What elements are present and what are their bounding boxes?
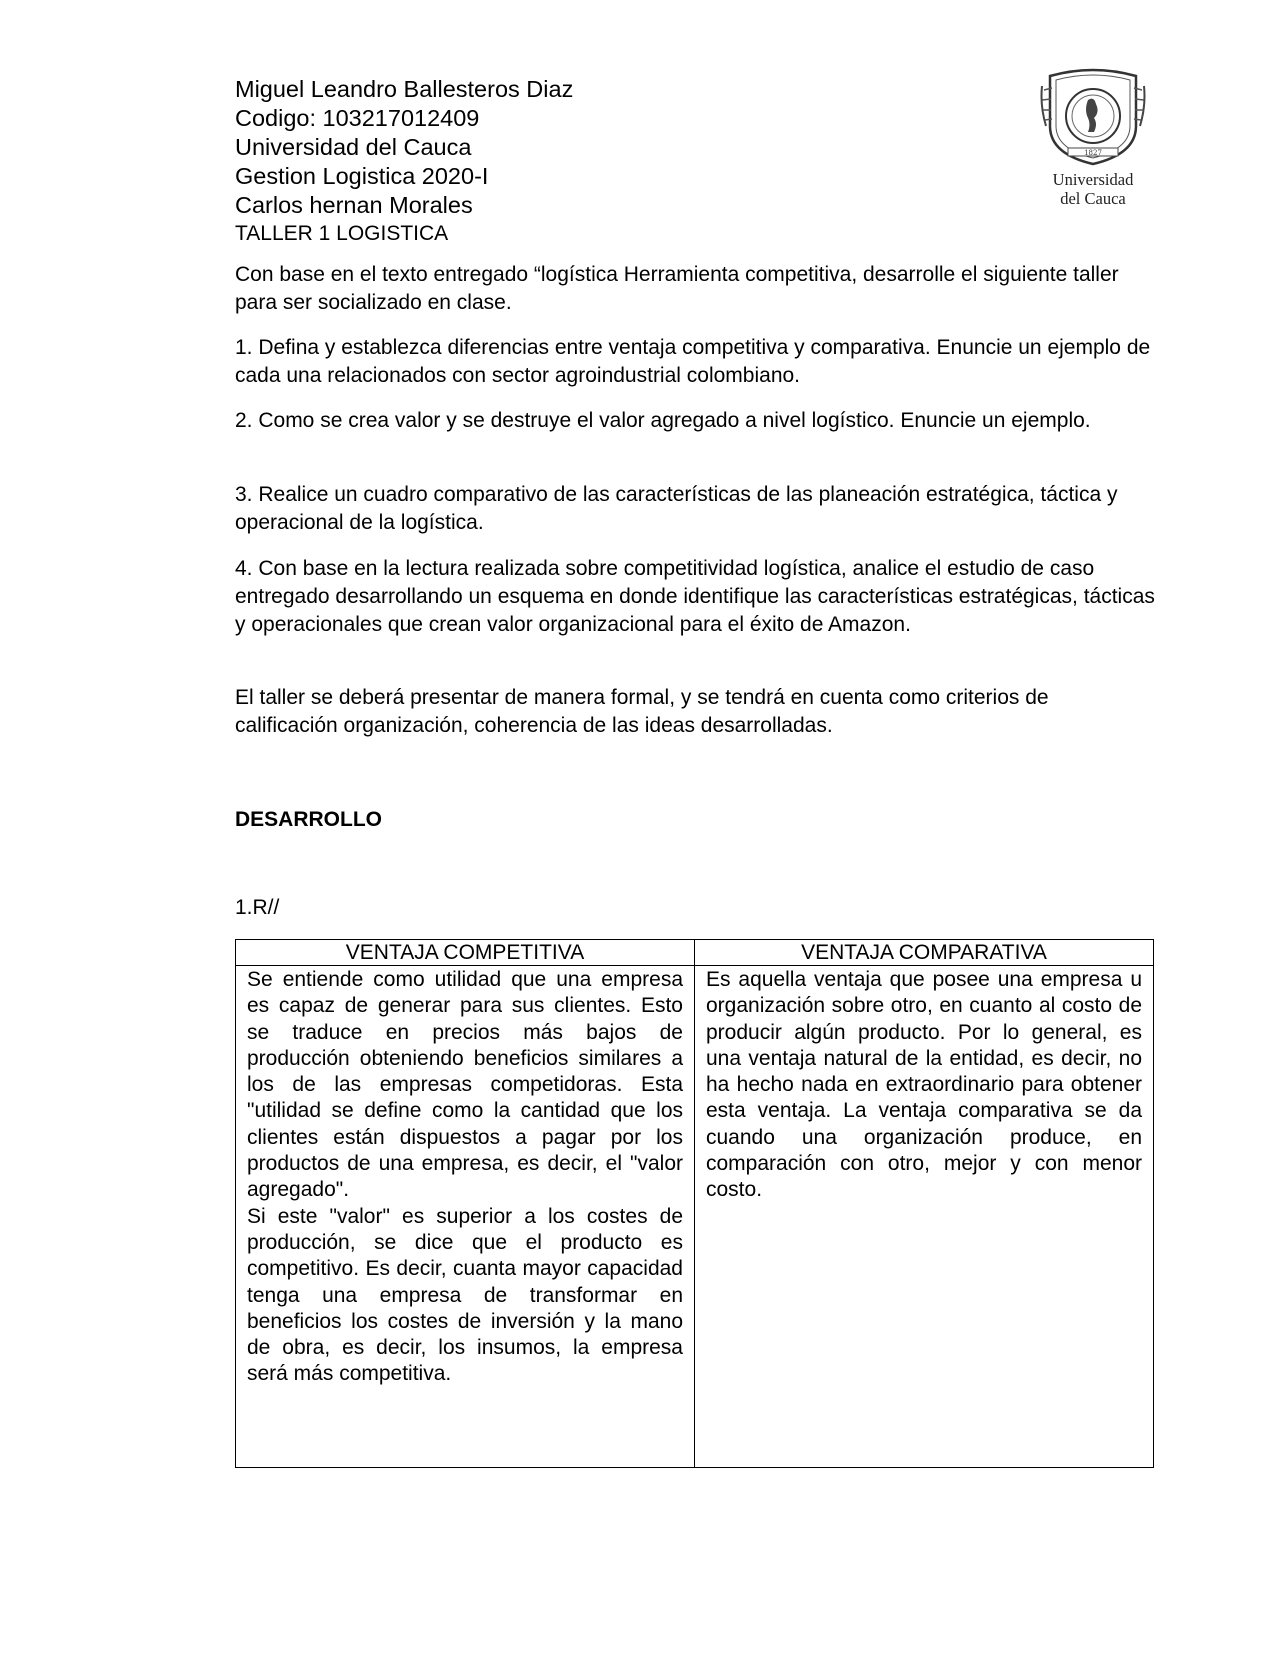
- question-3: 3. Realice un cuadro comparativo de las características de las planeación estratégica, táctica y operacional de la logística.: [235, 483, 1118, 534]
- workshop-title: TALLER 1 LOGISTICA: [235, 222, 449, 245]
- student-code: Codigo: 103217012409: [235, 105, 480, 131]
- closing-paragraph: El taller se deberá presentar de manera formal, y se tendrá en cuenta como criterios de calificación organización, coherencia de las ideas desarrolladas.: [235, 686, 1049, 737]
- header-ventaja-comparativa: VENTAJA COMPARATIVA: [695, 940, 1154, 966]
- question-4: 4. Con base en la lectura realizada sobre competitividad logística, analice el estudio de caso entregado desarrollando un esquema en donde identifique las características estratégicas, tácticas y operacionales que crean valor organizacional para el éxito de Amazon.: [235, 557, 1155, 636]
- question-1: 1. Defina y establezca diferencias entre ventaja competitiva y comparativa. Enuncie un ejemplo de cada una relacionados con sector agroindustrial colombiano.: [235, 336, 1151, 387]
- desarrollo-heading: DESARROLLO: [235, 808, 382, 831]
- question-2: 2. Como se crea valor y se destruye el valor agregado a nivel logístico. Enuncie un ejemplo.: [235, 409, 1091, 432]
- cell-comparativa: [695, 966, 1154, 1468]
- table-header-row: [236, 940, 1154, 966]
- answer-1-label: 1.R//: [235, 896, 280, 919]
- university-name: Universidad del Cauca: [235, 134, 472, 160]
- student-header: [235, 75, 935, 248]
- university-logo: [1038, 66, 1148, 216]
- logo-line-1: Universidad: [1052, 170, 1134, 189]
- cell-competitiva: [236, 966, 695, 1468]
- header-ventaja-competitiva: VENTAJA COMPETITIVA: [236, 940, 695, 966]
- competitiva-para-1: Se entiende como utilidad que una empresa es capaz de generar para sus clientes. Esto se traduce en precios más bajos de producción obteniendo beneficios similares a los de las empresas competidoras. Esta "utilidad se define como la cantidad que los clientes están dispuestos a pagar por los productos de una empresa, es decir, el "valor agregado".: [247, 968, 683, 1202]
- comparison-table: [235, 939, 1154, 1468]
- table-row: [236, 966, 1154, 1468]
- intro-paragraph: Con base en el texto entregado “logística Herramienta competitiva, desarrolle el siguiente taller para ser socializado en clase.: [235, 263, 1119, 314]
- seal-year: 1827: [1084, 149, 1102, 157]
- competitiva-para-2: Si este "valor" es superior a los costes de producción, se dice que el producto es competitivo. Es decir, cuanta mayor capacidad tenga una empresa de transformar en beneficios los costes de inversión y la mano de obra, es decir, los insumos, la empresa será más competitiva.: [247, 1204, 683, 1386]
- logo-line-2: del Cauca: [1060, 189, 1126, 208]
- university-seal-icon: [1038, 66, 1148, 168]
- professor-name: Carlos hernan Morales: [235, 192, 473, 218]
- logo-caption: [1038, 170, 1148, 208]
- comparativa-para: Es aquella ventaja que posee una empresa u organización sobre otro, en cuanto al costo de producir algún producto. Por lo general, es una ventaja natural de la entidad, es decir, no ha hecho nada en extraordinario para obtener esta ventaja. La ventaja comparativa se da cuando una organización produce, en comparación con otro, mejor y con menor costo.: [706, 968, 1142, 1202]
- student-name: Miguel Leandro Ballesteros Diaz: [235, 76, 574, 102]
- course-name: Gestion Logistica 2020-I: [235, 163, 489, 189]
